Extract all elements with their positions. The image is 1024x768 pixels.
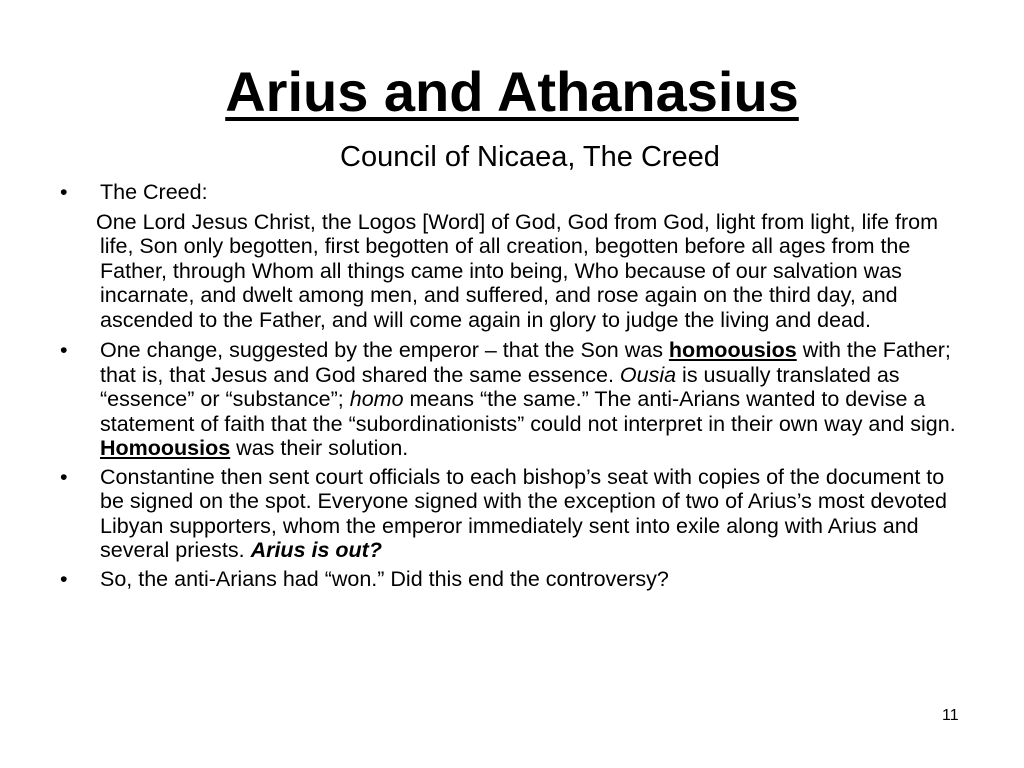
- bullet-text: So, the anti-Arians had “won.” Did this end the controversy?: [100, 566, 669, 591]
- bullet-text: The Creed:: [100, 180, 208, 204]
- bullet-text: Constantine then sent court officials to each bishop’s seat with copies of the document to be signed on the spot. Everyone signed with the exception of two of Arius’s most devoted Libyan supporters, whom the emperor immediately sent into exile along with Arius and several priests.: [100, 464, 947, 562]
- creed-quote: [60, 210, 965, 333]
- bullet-dot: •: [60, 464, 68, 489]
- bullet-dot: •: [60, 180, 68, 204]
- slide-body: [60, 180, 965, 595]
- bullet-text: is usually translated as “essence” or “substance”;: [100, 362, 900, 411]
- bullet-dot: •: [60, 566, 68, 591]
- bullet-dot: •: [60, 338, 68, 362]
- bullet-text: with the Father; that is, that Jesus and God shared the same essence.: [100, 338, 951, 387]
- bullet-controversy: [60, 567, 965, 592]
- bullet-text: One change, suggested by the emperor – that the Son was: [100, 338, 669, 362]
- creed-text: One Lord Jesus Christ, the Logos [Word] of God, God from God, light from light, life from life, Son only begotten, first begotten of all creation, begotten before all ages from the Father, through Whom all things came into being, Who because of our salvation was incarnate, and dwelt among men, and suffered, and rose again on the third day, and ascended to the Father, and will come again in glory to judge the living and dead.: [96, 209, 939, 332]
- bullet-constantine: [60, 465, 965, 563]
- bullet-homoousios: [60, 338, 965, 461]
- bullet-creed-heading: [60, 180, 965, 205]
- term-homo: homo: [349, 387, 404, 411]
- bullet-text: was their solution.: [230, 436, 409, 460]
- emphasis-arius-out: Arius is out?: [250, 538, 382, 562]
- term-ousia: Ousia: [619, 362, 677, 387]
- term-homoousios-solution: Homoousios: [100, 436, 231, 460]
- page-number: 11: [942, 707, 959, 724]
- slide-subtitle: Council of Nicaea, The Creed: [340, 141, 720, 173]
- slide-title: Arius and Athanasius: [225, 60, 799, 123]
- term-homoousios: homoousios: [668, 338, 797, 362]
- bullet-text: means “the same.” The anti-Arians wanted to devise a statement of faith that the “subordinationists” could not interpret in their own way and sign.: [100, 387, 956, 436]
